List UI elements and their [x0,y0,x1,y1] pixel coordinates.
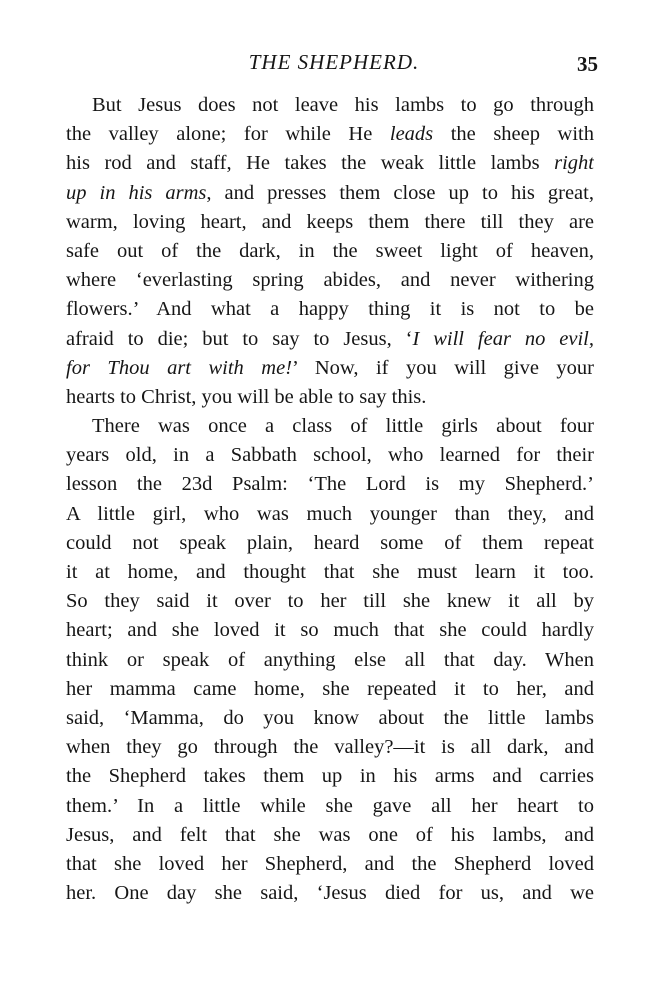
text-line [66,500,594,529]
text-run: her. One day she said, ‘Jesus died for us, and we [66,882,594,905]
text-run: his rod and staff, He takes the weak little lambs [66,152,555,175]
italic-text: for Thou art with me! [66,356,293,379]
text-line [66,149,594,178]
italic-text: right [554,152,594,175]
text-run: that she loved her Shepherd, and the Shepherd loved [66,852,594,875]
text-run: where ‘everlasting spring abides, and never withering [66,269,594,292]
text-line [66,879,594,908]
text-line [66,646,594,675]
text-run: years old, in a Sabbath school, who learned for their [66,444,594,467]
text-line [66,558,594,587]
italic-text: up in his arms [66,181,207,204]
text-line [66,120,594,149]
italic-text: I will fear no evil, [412,327,594,350]
text-run: the Shepherd takes them up in his arms and carries [66,765,594,788]
text-run: said, ‘Mamma, do you know about the little lambs [66,706,594,729]
text-line [66,587,594,616]
text-line [66,208,594,237]
text-line [66,792,594,821]
text-line [66,237,594,266]
text-run: hearts to Christ, you will be able to say this. [66,385,427,408]
text-line [66,821,594,850]
text-run: them.’ In a little while she gave all her heart to [66,794,594,817]
text-run: think or speak of anything else all that day. When [66,648,594,671]
text-run: warm, loving heart, and keeps them there till they are [66,210,594,233]
text-run: But Jesus does not leave his lambs to go through [92,94,594,116]
running-head: THE SHEPHERD. [248,50,420,74]
page-header [70,50,598,80]
text-line [66,441,594,470]
text-run: , and presses them close up to his great, [206,181,594,204]
text-line [66,383,594,412]
text-line [66,91,594,120]
text-run: A little girl, who was much younger than they, and [66,502,594,525]
text-run: There was once a class of little girls about four [92,415,594,438]
text-run: it at home, and thought that she must learn it too. [66,561,594,583]
text-line [66,470,594,499]
text-line [66,850,594,879]
text-run: flowers.’ And what a happy thing it is not to be [66,298,594,321]
text-line [66,179,594,208]
text-line [66,675,594,704]
text-line [66,325,594,354]
body-text [66,91,594,908]
text-run: lesson the 23d Psalm: ‘The Lord is my Shepherd.’ [66,473,594,496]
paragraph [66,412,594,908]
text-line [66,616,594,645]
text-run: ’ Now, if you will give your [292,356,594,379]
text-line [66,529,594,558]
text-line [66,354,594,383]
text-run: heart; and she loved it so much that she could hardly [66,619,594,642]
text-run: afraid to die; but to say to Jesus, ‘ [66,327,413,350]
paragraph [66,91,594,412]
text-run: her mamma came home, she repeated it to her, and [66,677,594,700]
text-run: Jesus, and felt that she was one of his lambs, and [66,823,594,846]
italic-text: leads [389,123,434,146]
text-run: the sheep with [433,123,594,146]
text-line [66,412,594,441]
text-line [66,266,594,295]
text-run: safe out of the dark, in the sweet light of heaven, [66,239,594,262]
text-line [66,704,594,733]
page-number: 35 [577,52,598,76]
text-run: when they go through the valley?—it is all dark, and [66,736,594,759]
text-line [66,733,594,762]
text-run: could not speak plain, heard some of them repeat [66,531,594,554]
text-run: So they said it over to her till she knew it all by [66,590,594,613]
text-line [66,762,594,791]
text-line [66,295,594,324]
text-run: the valley alone; for while He [66,123,390,146]
